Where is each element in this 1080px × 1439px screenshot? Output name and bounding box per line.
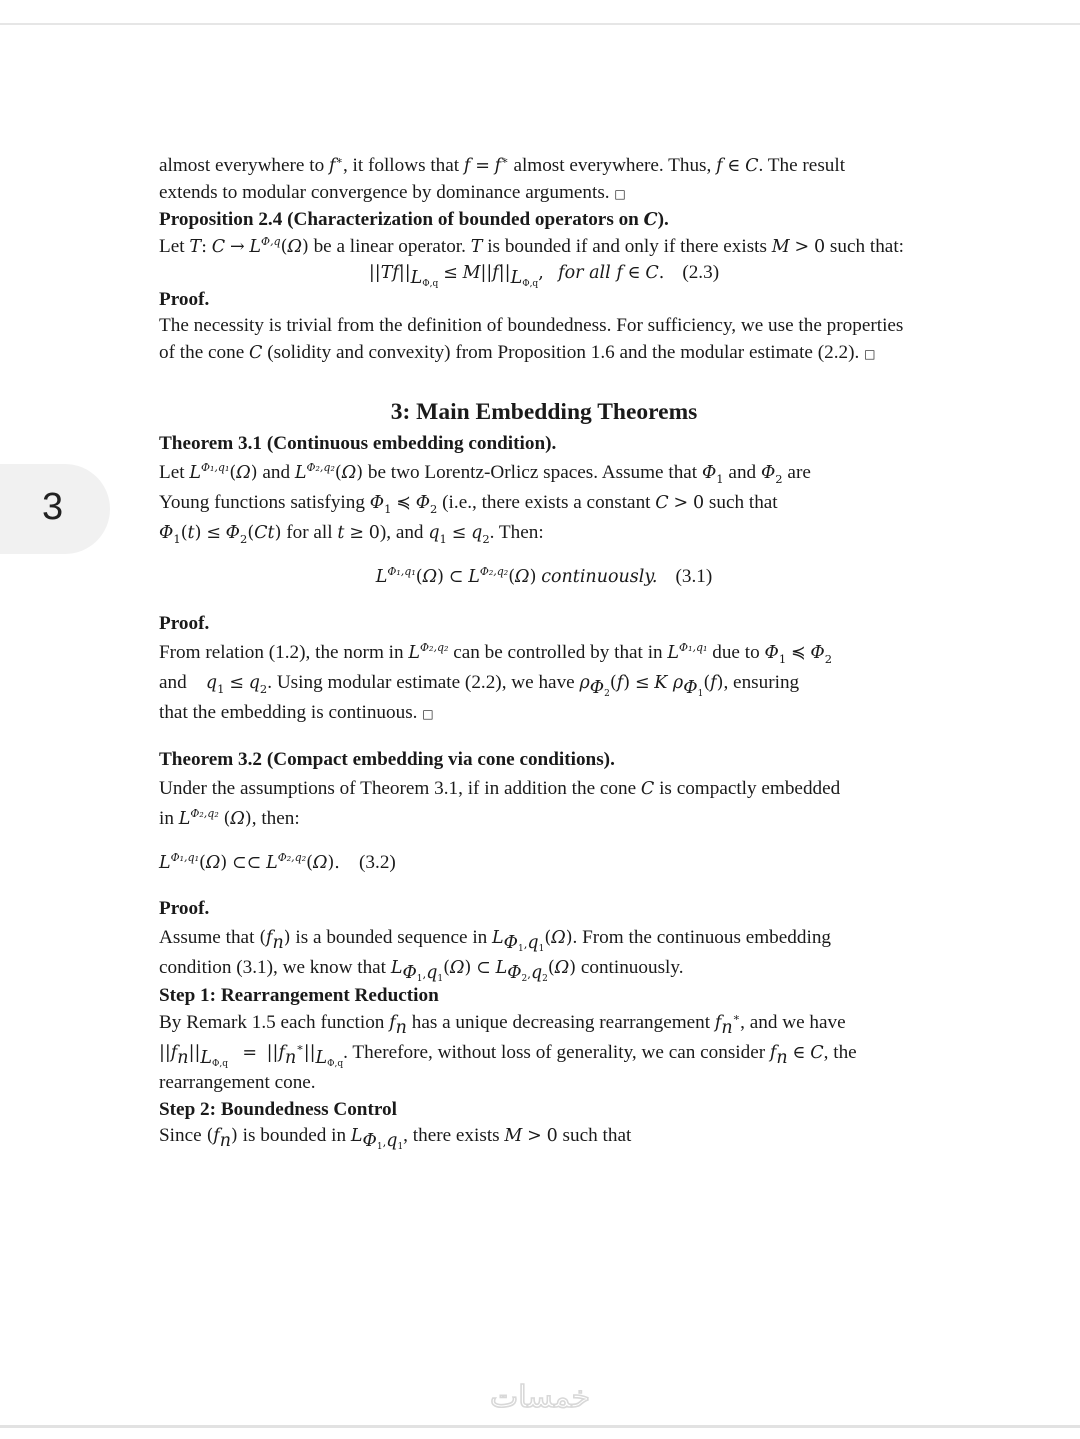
equation-2-3: $||Tf||_{L_{\Phi,q}} \le M||f||_{L_{\Phi,q}}$, for all f ∈ C. (2.3) [368, 262, 720, 289]
bottom-divider [0, 1425, 1080, 1428]
step-1: Step 1: Rearrangement Reduction By Remark 1.5 each function $f_n$ has a unique decreasing rearrangement $f_n^∗$, and we have $||f_n||_{L_{\Phi,q}} = ||f_n^∗||_{L_{\Phi,q}}$. Therefore, without loss of generality, we can consider $f_n$ ∈ C, the rearrangement cone. [159, 985, 857, 1093]
qed-symbol: □ [422, 706, 434, 721]
continuation-paragraph: almost everywhere to f∗, it follows that f = f∗ almost everywhere. Thus, f ∈ C. The result extends to modular convergence by dominance arguments. □ [159, 154, 846, 203]
watermark-logo [472, 1379, 608, 1415]
page-number-tab[interactable] [0, 464, 110, 554]
section-heading: 3: Main Embedding Theorems [390, 399, 698, 425]
top-divider [0, 23, 1080, 25]
equation-3-2: $L^{\Phi_1,q_1}(\Omega)$ ⊂⊂ $L^{\Phi_2,q_2}(\Omega)$. (3.2) [159, 850, 396, 873]
step-2: Step 2: Boundedness Control Since $(f_n)$ is bounded in $L_{\Phi_1,q_1}$, there exists M > 0 such that [159, 1098, 632, 1152]
qed-symbol: □ [864, 346, 876, 361]
document-page [159, 153, 929, 1150]
svg-text:خمسات: خمسات [489, 1380, 591, 1415]
proof-2-4: Proof. The necessity is trivial from the definition of boundedness. For sufficiency, we use the properties of the cone C (solidity and convexity) from Proposition 1.6 and the modular estimate (2.2). □ [159, 288, 904, 363]
proposition-2-4: Proposition 2.4 (Characterization of bounded operators on C). Let T: $C \to L^{\Phi,q}(\Omega)$ be a linear operator. T is bounded if and only if there exists M > 0 such that: [159, 209, 904, 257]
qed-symbol: □ [614, 186, 626, 201]
theorem-3-1: Theorem 3.1 (Continuous embedding condition). Let $L^{\Phi_1,q_1}(\Omega)$ and $L^{\Phi_2,q_2}(\Omega)$ be two Lorentz-Orlicz spaces. Assume that $\Phi_1$ and $\Phi_2$ are Young functions satisfying $\Phi_1$ ≼ $\Phi_2$ (i.e., there exists a constant C > 0 such that $\Phi_1(t) \le \Phi_2(Ct)$ for all t ≥ 0), and $q_1 \le q_2$. Then: [159, 433, 811, 546]
page-number: 3 [42, 486, 64, 528]
equation-3-1: $L^{\Phi_1,q_1}(\Omega)$ ⊂ $L^{\Phi_2,q_2}(\Omega)$ continuously. (3.1) [375, 565, 713, 587]
proof-3-1: Proof. From relation (1.2), the norm in $L^{\Phi_2,q_2}$ can be controlled by that in $L^{\Phi_1,q_1}$ due to $\Phi_1$ ≼ $\Phi_2$ and $q_1 \le q_2$. Using modular estimate (2.2), we have $\rho_{\Phi_2}(f) \le K$ $\rho_{\Phi_1}(f)$, ensuring that the embedding is continuous. □ [159, 612, 833, 723]
proposition-title: Proposition 2.4 (Characterization of bounded operators on C). [159, 209, 669, 230]
proof-3-2: Proof. Assume that $(f_n)$ is a bounded sequence in $L_{\Phi_1,q_1}(\Omega)$. From the continuous embedding condition (3.1), we know that $L_{\Phi_1,q_1}(\Omega)$ ⊂ $L_{\Phi_2,q_2}(\Omega)$ continuously. [159, 898, 832, 984]
theorem-3-2: Theorem 3.2 (Compact embedding via cone conditions). Under the assumptions of Theorem 3.1, if in addition the cone C is compactly embedded in $L^{\Phi_2,q_2}$ (Ω), then: [159, 748, 841, 829]
